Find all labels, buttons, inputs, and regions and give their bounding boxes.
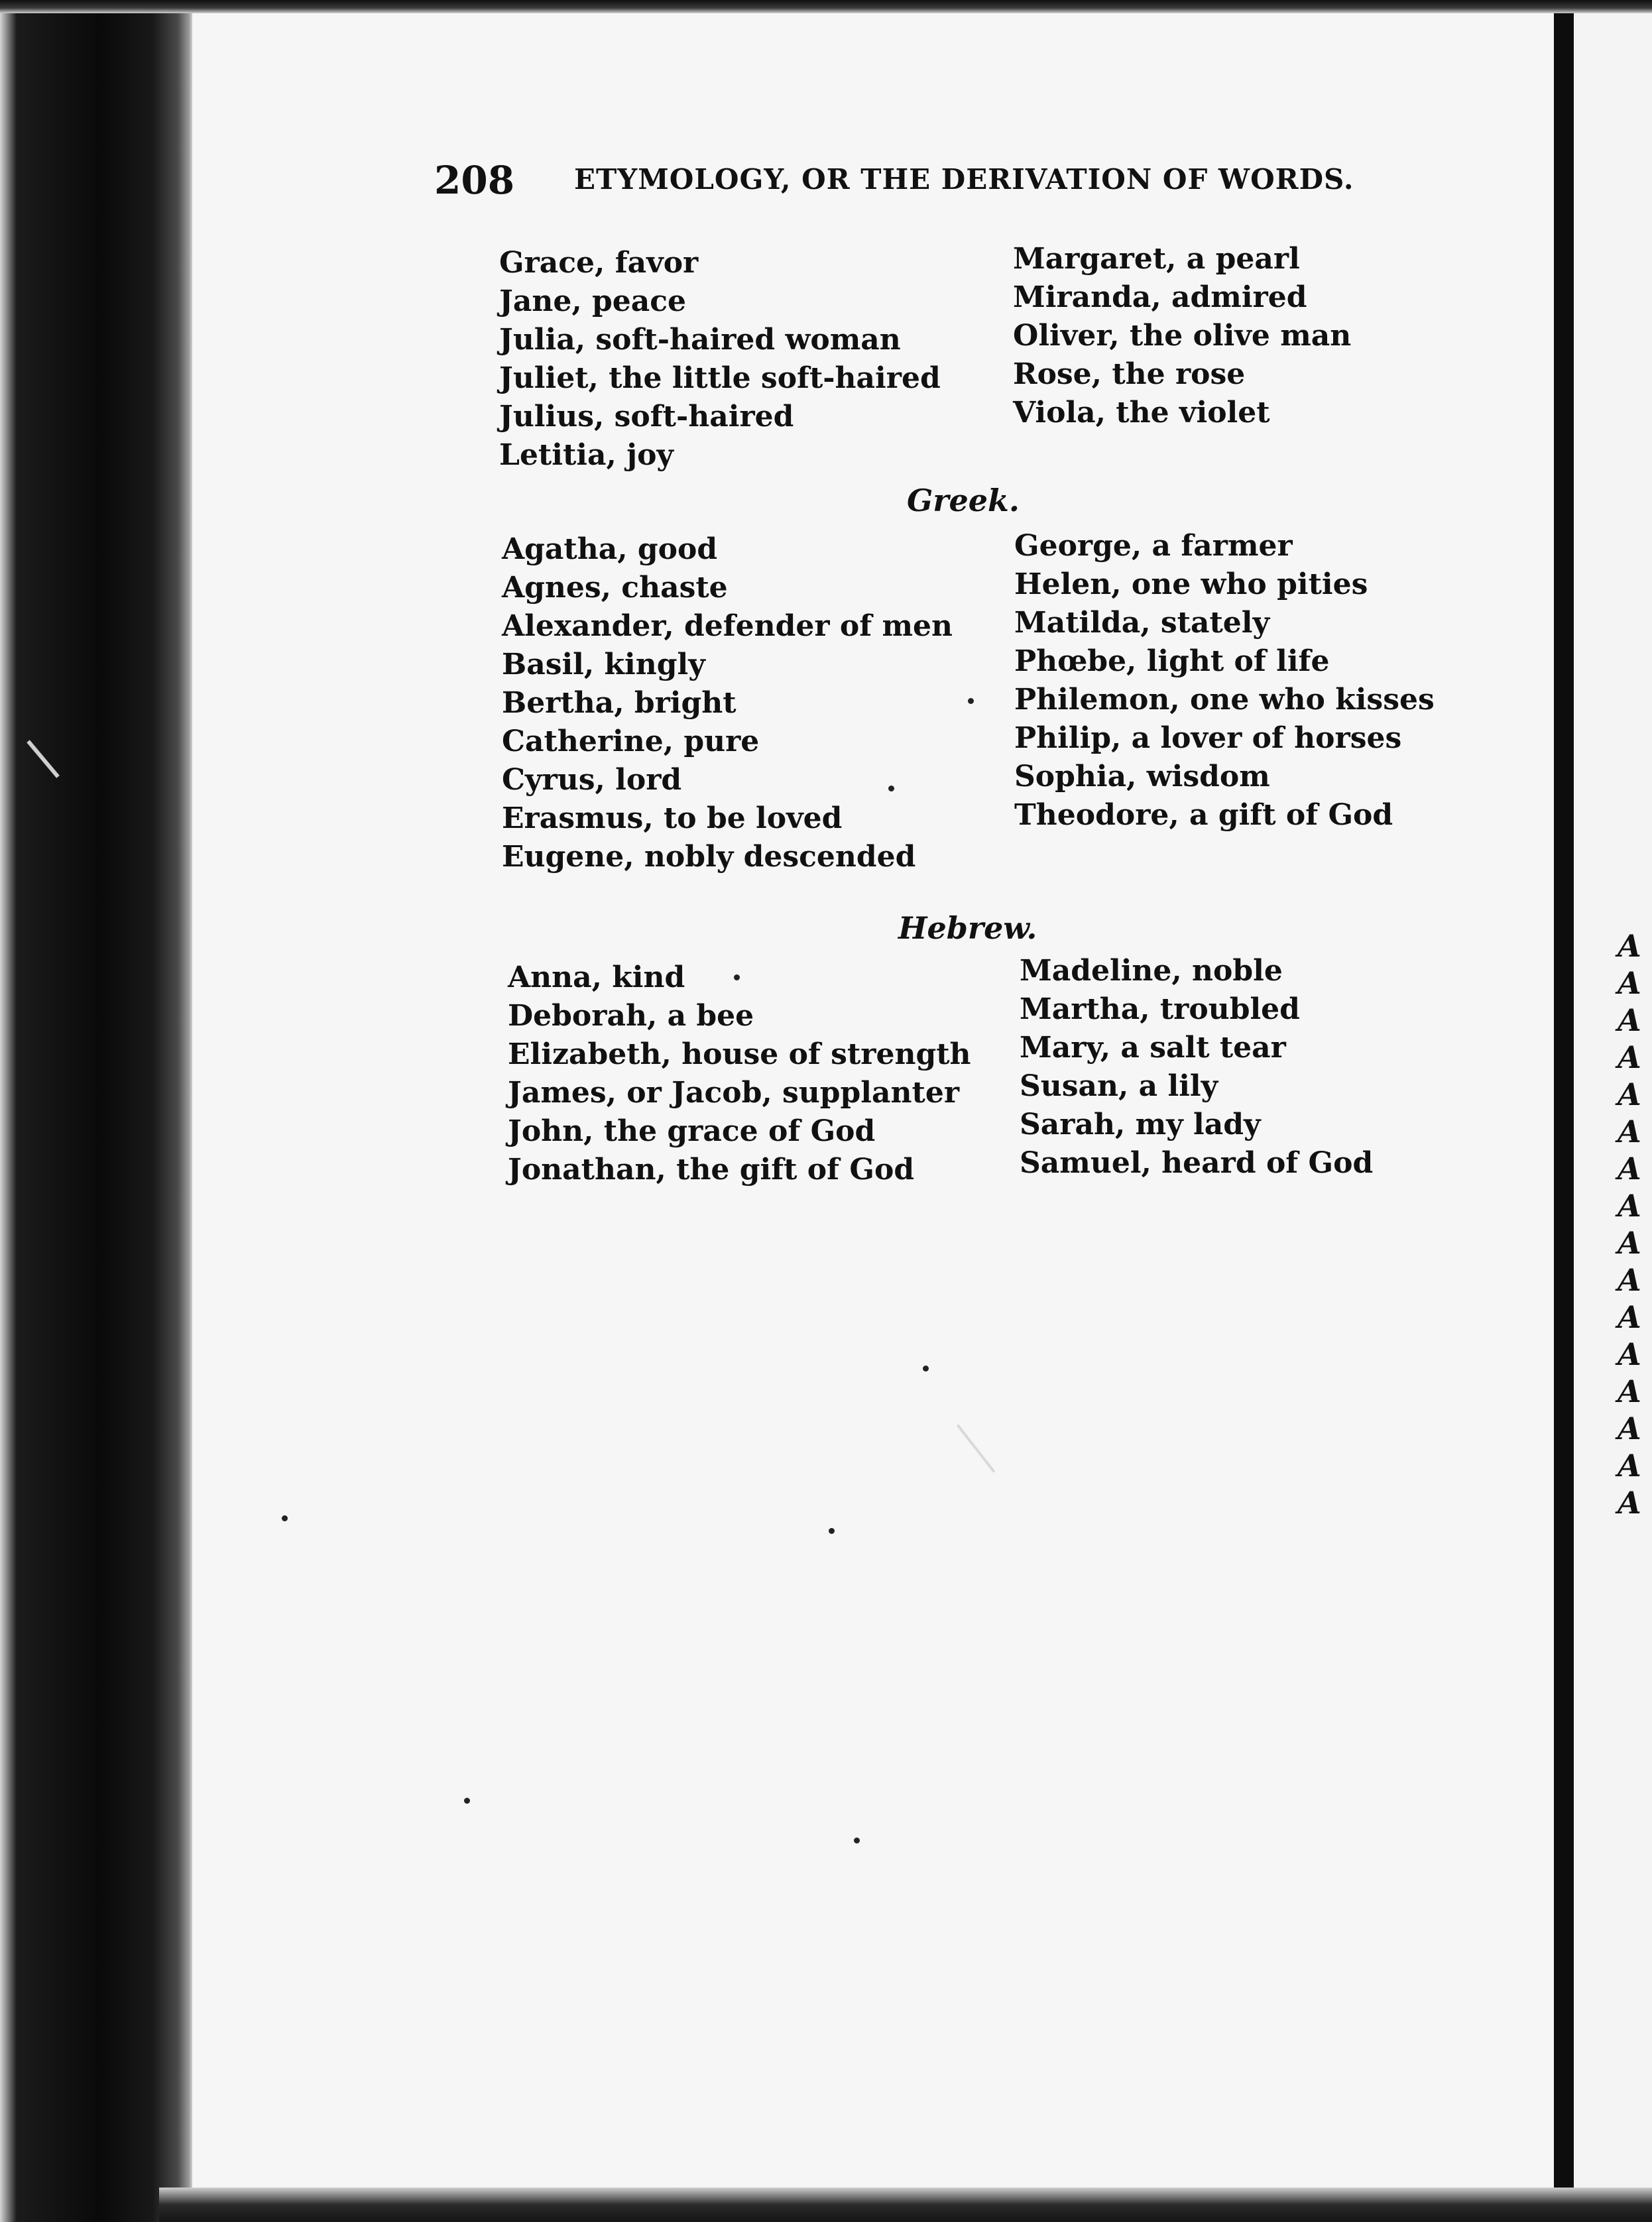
section-heading-greek: Greek. <box>907 483 1020 518</box>
name-entry: Jonathan, the gift of God <box>508 1153 915 1187</box>
facing-page-edge-letter: A <box>1618 928 1641 964</box>
name-entry: Grace, favor <box>499 246 699 280</box>
name-entry: George, a farmer <box>1014 529 1293 563</box>
name-entry: Philip, a lover of horses <box>1014 721 1402 755</box>
name-entry: Julia, soft-haired woman <box>499 323 901 357</box>
facing-page-edge-letter: A <box>1618 1188 1641 1224</box>
book-binding-shadow <box>0 0 192 2222</box>
latin-names-right-column <box>1013 240 1351 432</box>
name-entry: Agatha, good <box>502 532 718 566</box>
name-entry: Margaret, a pearl <box>1013 242 1300 276</box>
greek-names-left-column <box>502 530 953 876</box>
facing-page-edge-letter: A <box>1618 1336 1641 1372</box>
name-entry: Jane, peace <box>499 284 687 318</box>
latin-names-left-column <box>499 244 941 475</box>
name-entry: Phœbe, light of life <box>1014 644 1330 678</box>
name-entry: Philemon, one who kisses <box>1014 683 1435 717</box>
name-entry: John, the grace of God <box>508 1114 876 1148</box>
hebrew-names-right-column <box>1020 952 1373 1183</box>
name-entry: Anna, kind <box>508 961 685 994</box>
name-entry: James, or Jacob, supplanter <box>508 1076 960 1110</box>
facing-page-edge-letter: A <box>1618 1448 1641 1484</box>
name-entry: Elizabeth, house of strength <box>508 1037 971 1071</box>
name-entry: Basil, kingly <box>502 648 705 681</box>
name-entry: Rose, the rose <box>1013 357 1246 391</box>
facing-page-edge-letter: A <box>1618 1411 1641 1446</box>
name-entry: Erasmus, to be loved <box>502 801 843 835</box>
name-entry: Sarah, my lady <box>1020 1108 1261 1141</box>
greek-names-right-column <box>1014 527 1435 835</box>
facing-page-edge-letter: A <box>1618 1002 1641 1038</box>
name-entry: Martha, troubled <box>1020 992 1300 1026</box>
facing-page-edge-letter: A <box>1618 1077 1641 1112</box>
facing-page-edge-letter: A <box>1618 1151 1641 1187</box>
facing-page-edge-letter: A <box>1618 1299 1641 1335</box>
facing-page-edge-letter: A <box>1618 1114 1641 1149</box>
running-header-title: ETYMOLOGY, OR THE DERIVATION OF WORDS. <box>574 163 1354 196</box>
page-gutter <box>1554 13 1574 2194</box>
name-entry: Agnes, chaste <box>502 571 728 605</box>
name-entry: Cyrus, lord <box>502 763 682 797</box>
name-entry: Letitia, joy <box>499 438 674 472</box>
name-entry: Miranda, admired <box>1013 280 1307 314</box>
scan-bottom-edge <box>159 2188 1652 2222</box>
facing-page-edge-letter: A <box>1618 1039 1641 1075</box>
name-entry: Juliet, the little soft-haired <box>499 361 941 395</box>
hebrew-names-left-column <box>508 959 971 1189</box>
name-entry: Susan, a lily <box>1020 1069 1218 1103</box>
name-entry: Helen, one who pities <box>1014 567 1368 601</box>
name-entry: Mary, a salt tear <box>1020 1031 1286 1065</box>
facing-page-edge-letter: A <box>1618 1374 1641 1409</box>
name-entry: Eugene, nobly descended <box>502 840 916 874</box>
name-entry: Viola, the violet <box>1013 396 1270 430</box>
name-entry: Deborah, a bee <box>508 999 754 1033</box>
facing-page-edge-letter: A <box>1618 1262 1641 1298</box>
name-entry: Samuel, heard of God <box>1020 1146 1374 1180</box>
facing-page-edge-letter: A <box>1618 1225 1641 1261</box>
name-entry: Oliver, the olive man <box>1013 319 1352 353</box>
facing-page-edge-letter: A <box>1618 1485 1641 1521</box>
name-entry: Madeline, noble <box>1020 954 1283 988</box>
name-entry: Catherine, pure <box>502 725 760 758</box>
page-number: 208 <box>434 158 515 203</box>
name-entry: Bertha, bright <box>502 686 737 720</box>
name-entry: Theodore, a gift of God <box>1014 798 1393 832</box>
name-entry: Julius, soft-haired <box>499 400 794 434</box>
facing-page-edge-letter: A <box>1618 965 1641 1001</box>
scan-top-edge <box>0 0 1652 13</box>
section-heading-hebrew: Hebrew. <box>898 910 1037 946</box>
name-entry: Sophia, wisdom <box>1014 760 1270 793</box>
name-entry: Matilda, stately <box>1014 606 1270 640</box>
name-entry: Alexander, defender of men <box>502 609 953 643</box>
